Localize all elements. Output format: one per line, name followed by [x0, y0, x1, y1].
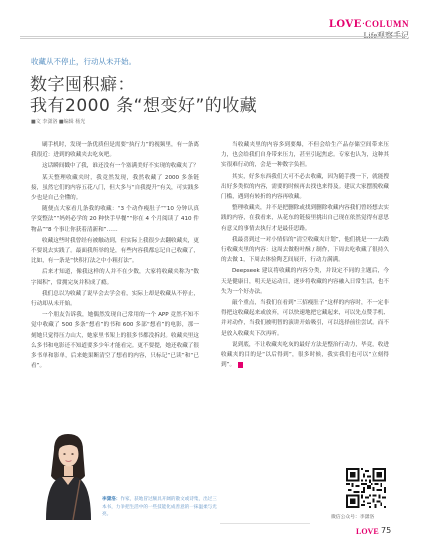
footer-rule: [220, 523, 310, 524]
author-portrait: [40, 430, 96, 520]
paragraph: 我最喜到过一对小情侣的“清空收藏夹计划”，他们挑是一一去践行收藏夹里的内容：这周去做粉叶酥 / 制作，下周去吃收藏了很持久的去做 1，下周去体验陶艺间展开，行动力满满。: [221, 236, 389, 264]
author-caption: [102, 496, 220, 519]
paragraph-final: [221, 340, 389, 371]
article-title-line2: 我有2000 条“想变好”的收藏: [30, 96, 258, 116]
paragraph: 整理收藏夹，并不是把删除或找到删除收藏内容我们曾经想去实践的内容，在我看来，从花东的链接里挑出自己现在依然觉得有意思有意义的事情去执行才是最佳思路。: [221, 205, 389, 232]
article-credits: ■文 李潇洛 ■编辑 杨光: [31, 119, 86, 125]
paragraph: 这话瞬间戳中了我，谁还没有一个塞满美好不实现的收藏夹了？: [42, 163, 199, 170]
footer-brand: LOVE: [356, 527, 379, 536]
article-kicker: 收藏从不停止，行动从未开始。: [31, 57, 136, 66]
paragraph: 敲个重点，当我们在看到“三招瘦肚子”这样的内容时，不一定非得把这收藏起来或放弃，可以快速地把它藏起来，可以先点赞手机、并对动作，当我们被明智的演讲开始吸引，可以选择前往尝试。而不是放入收藏夹下次再听。: [221, 300, 389, 337]
body-column-left: [31, 140, 199, 372]
paragraph: 随便点大家看几条我的收藏：“3 个动作瘦肚子”“10 分钟认真学变整法”“妈妈必学的 20 种快手早餐”“你在 4 个月阅读了 410 件物品”“8 个事让你获着清新和”……: [31, 206, 199, 233]
paragraph: 其实，好多东西我们大可不必去收藏，因为随手搜一下，就能搜出好多类似的内容，需要的时候再去找也来得及。建议大家摆脱收藏门槛，遇到有转折的内容再收藏。: [221, 173, 389, 201]
qr-code-icon: [346, 468, 386, 508]
paragraph: 某天整理收藏夹时，我竟然发现，我然收藏了 2000 多条链接，虽然它们的内容五花八门，但大多与“自我提升”有关，可实践多少也是自己全懂的。: [31, 174, 200, 202]
paragraph: 后来才知道，像我这样的人并不在少数，大家将收藏夹称为“数字囤积”，常拥完灰并积成了瘾。: [31, 269, 199, 286]
paragraph-final-text: 说到底，不让收藏夹吃灰的最好方法是整治行动力，毕竟，收进收藏夹的目的是“以后得到”，很多时候，我实我们也可以“立刻得到”。: [221, 341, 389, 369]
header-rule: [20, 36, 407, 37]
column-tag-subtitle: Life观察手记: [363, 31, 409, 40]
header-rule-secondary: [20, 38, 407, 39]
paragraph: 刷手机时，发现一条优质但是需要“执行力”的视频里，有一条离我很近：进到的收藏夹去吃灰吧。: [31, 142, 199, 159]
column-tag-column: COLUMN: [365, 19, 409, 29]
column-tag-dot: ·: [361, 19, 365, 30]
article-title-line1: 数字囤积癖：: [30, 75, 135, 95]
paragraph: Deepseek 建议将收藏的内容分类，并设定不同的主题后，今天是健康日，明天是运动日，逐步将收藏的内容融入日常生活，也不失为一个好办法。: [221, 268, 389, 295]
paragraph: 一个朋友告诉我，她偶然发现自己常用的一个 APP 竟然不知不觉中收藏了 500 多条“想看”的书和 600 多部“想看”的电影，那一刻她只觉得压力山大，她家里书架上的很多书都没拆封。收藏夹里这么多书和电影还不知道要多少年才能看完。更不要提，她还收藏了很多书单和影单，后来她果断清空了想看的内容，只标记“已读”和“已看”。: [31, 312, 199, 370]
author-name: 李潇洛：: [102, 497, 121, 502]
paragraph: 我们总以为收藏了说早会去学会看，实际上却是收藏从不停止，行动却从未开始。: [31, 290, 199, 308]
author-bio: 作家，获地冒过颇具开阔的散文或诗集，出过三本书，力争把生活中的一些技能化成善意的一抹温柔与光亮。: [102, 497, 217, 518]
page-number: 75: [381, 526, 392, 535]
paragraph: 收藏这些时我曾经有被触动到，但实际上我很少去翻收藏夹，更不要说去实践了。最面我所举的是，有些内容我都忘记自己收藏了，比如，有一条是“快积打法之中小粗打法”。: [31, 237, 199, 265]
body-column-right: [221, 140, 389, 371]
column-tag-love: LOVE: [328, 19, 362, 30]
qr-caption: 微信公众号：李潇洛: [331, 515, 375, 520]
paragraph: 当收藏夹里的内容多到要爆，不但会给生产品存储空间带来压力，也会给我们自身带来压力，甚至引起焦虑。专家也认为，这种其实很难行动的，会是一种数字负担。: [221, 142, 389, 169]
article-end-mark: [238, 362, 243, 368]
